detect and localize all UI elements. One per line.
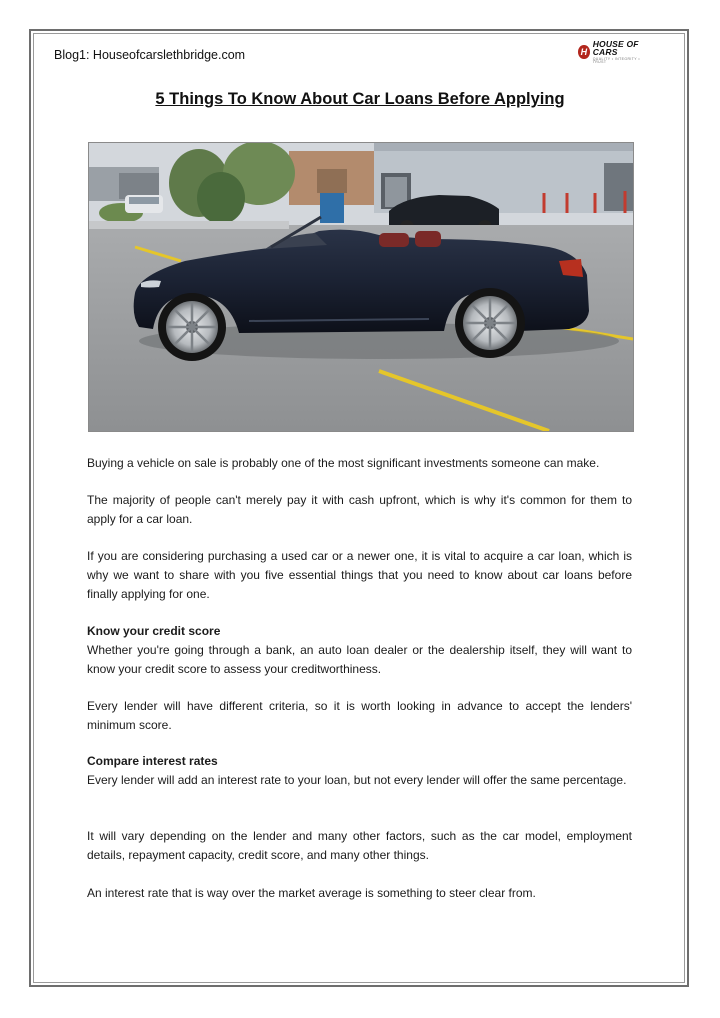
interest-rates-paragraph-2: It will vary depending on the lender and many other factors, such as the car model, employment details, repayment capacity, credit score, and many other things.: [87, 829, 632, 862]
credit-score-paragraph-1: Whether you're going through a bank, an auto loan dealer or the dealership itself, they will want to know your credit score to assess your creditworthiness.: [87, 643, 632, 676]
interest-rates-paragraph-3: An interest rate that is way over the market average is something to steer clear from.: [87, 886, 536, 900]
intro-paragraph-1: Buying a vehicle on sale is probably one of the most significant investments someone can make.: [87, 456, 600, 470]
house-of-cars-logo[interactable]: [578, 38, 654, 64]
section-heading-credit-score: Know your credit score: [87, 624, 221, 638]
logo-tagline: QUALITY • INTEGRITY • TRUST: [592, 56, 640, 64]
intro-paragraph-3: If you are considering purchasing a used car or a newer one, it is vital to acquire a car loan, which is why we want to share with you five essential things that you need to know about car loans before finally applying for one.: [87, 549, 632, 601]
section-heading-interest-rates: Compare interest rates: [87, 754, 218, 768]
page-title: 5 Things To Know About Car Loans Before Applying: [155, 90, 565, 108]
interest-rates-paragraph-1: Every lender will add an interest rate to your loan, but not every lender will offer the same percentage.: [87, 773, 627, 787]
car-photo: [88, 142, 634, 432]
credit-score-paragraph-2: Every lender will have different criteria, so it is worth looking in advance to accept the lenders' minimum score.: [87, 699, 632, 732]
logo-mark: H: [578, 45, 590, 59]
logo-text: [593, 40, 654, 65]
logo-name: HOUSE OF CARS: [592, 38, 639, 57]
site-label: Blog1: Houseofcarslethbridge.com: [54, 48, 246, 62]
intro-paragraph-2: The majority of people can't merely pay it with cash upfront, which is why it's common for them to apply for a car loan.: [87, 493, 632, 526]
